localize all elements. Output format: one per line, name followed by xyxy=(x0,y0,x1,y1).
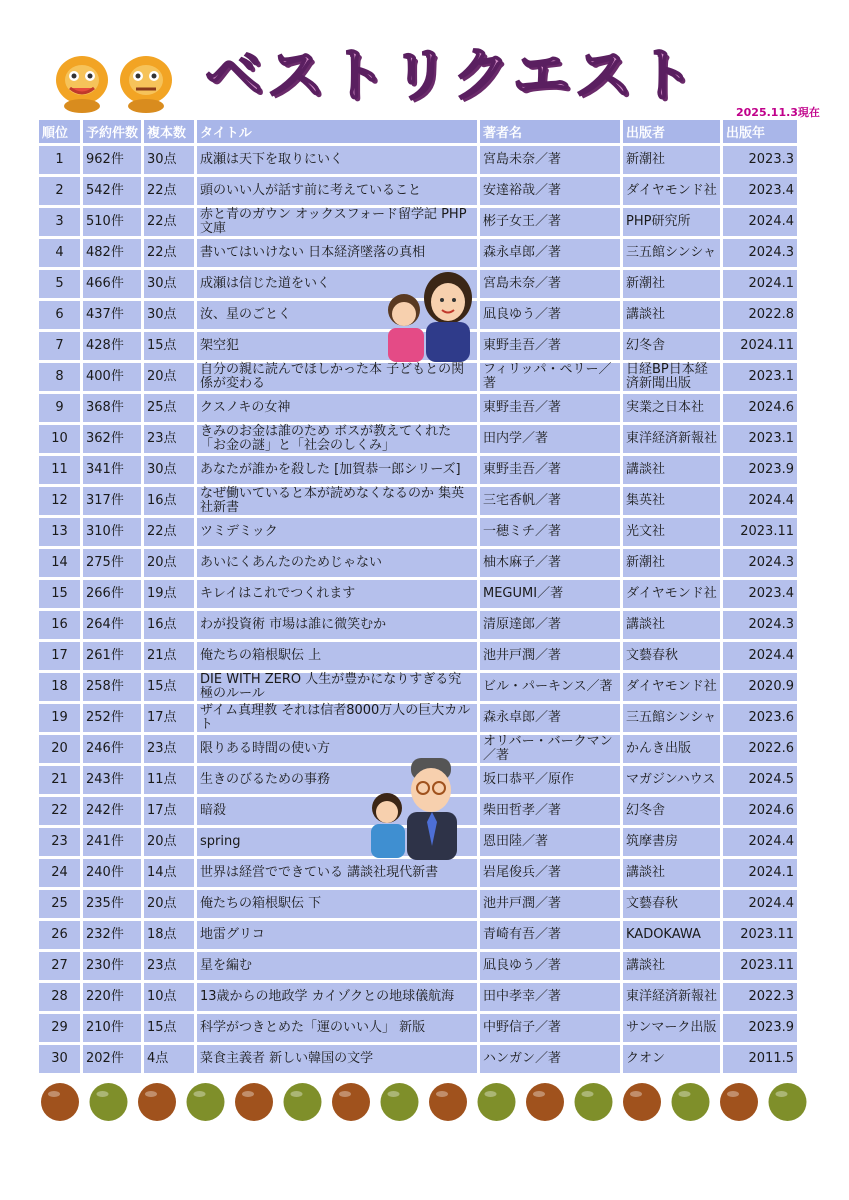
cell-rank: 16 xyxy=(39,611,80,639)
cell-year: 2023.3 xyxy=(723,146,797,174)
cell-author: 柴田哲孝／著 xyxy=(480,797,620,825)
cell-author: 宮島未奈／著 xyxy=(480,270,620,298)
cell-author: 池井戸潤／著 xyxy=(480,642,620,670)
cell-reservations: 400件 xyxy=(83,363,141,391)
cell-title: DIE WITH ZERO 人生が豊かになりすぎる究極のルール xyxy=(197,673,477,701)
cell-author: 岩尾俊兵／著 xyxy=(480,859,620,887)
cell-reservations: 210件 xyxy=(83,1014,141,1042)
chestnut-icon xyxy=(429,1083,467,1121)
cell-title: 書いてはいけない 日本経済墜落の真相 xyxy=(197,239,477,267)
chestnut-icon xyxy=(332,1083,370,1121)
table-row xyxy=(39,456,797,484)
cell-rank: 8 xyxy=(39,363,80,391)
cell-publisher: 実業之日本社 xyxy=(623,394,720,422)
cell-copies: 23点 xyxy=(144,425,194,453)
cell-year: 2011.5 xyxy=(723,1045,797,1073)
cell-title: 菜食主義者 新しい韓国の文学 xyxy=(197,1045,477,1073)
cell-rank: 17 xyxy=(39,642,80,670)
cell-publisher: 講談社 xyxy=(623,611,720,639)
cell-reservations: 317件 xyxy=(83,487,141,515)
cell-publisher: ダイヤモンド社 xyxy=(623,177,720,205)
chestnut-icon xyxy=(623,1083,661,1121)
cell-year: 2023.11 xyxy=(723,952,797,980)
cell-reservations: 243件 xyxy=(83,766,141,794)
cell-year: 2024.4 xyxy=(723,208,797,236)
cell-title: 地雷グリコ xyxy=(197,921,477,949)
cell-year: 2024.3 xyxy=(723,611,797,639)
cell-publisher: 東洋経済新報社 xyxy=(623,425,720,453)
cell-reservations: 264件 xyxy=(83,611,141,639)
cell-author: 凪良ゆう／著 xyxy=(480,952,620,980)
cell-reservations: 275件 xyxy=(83,549,141,577)
cell-title: spring xyxy=(197,828,477,856)
cell-year: 2023.4 xyxy=(723,177,797,205)
table-row xyxy=(39,642,797,670)
cell-year: 2024.1 xyxy=(723,859,797,887)
cell-reservations: 266件 xyxy=(83,580,141,608)
cell-author: 凪良ゆう／著 xyxy=(480,301,620,329)
chestnut-icon xyxy=(235,1083,273,1121)
cell-rank: 10 xyxy=(39,425,80,453)
shisa-icon xyxy=(50,44,180,114)
cell-publisher: 集英社 xyxy=(623,487,720,515)
cell-copies: 22点 xyxy=(144,239,194,267)
cell-title: ツミデミック xyxy=(197,518,477,546)
cell-year: 2023.9 xyxy=(723,456,797,484)
cell-rank: 11 xyxy=(39,456,80,484)
cell-year: 2024.4 xyxy=(723,890,797,918)
cell-author: フィリッパ・ペリー／著 xyxy=(480,363,620,391)
header-year: 出版年 xyxy=(723,120,797,143)
cell-title: なぜ働いていると本が読めなくなるのか 集英社新書 xyxy=(197,487,477,515)
cell-copies: 30点 xyxy=(144,456,194,484)
cell-reservations: 341件 xyxy=(83,456,141,484)
table-row xyxy=(39,549,797,577)
cell-publisher: ダイヤモンド社 xyxy=(623,580,720,608)
cell-year: 2024.5 xyxy=(723,766,797,794)
cell-publisher: 新潮社 xyxy=(623,270,720,298)
table-row xyxy=(39,859,797,887)
cell-title: 星を編む xyxy=(197,952,477,980)
header xyxy=(0,0,849,118)
cell-reservations: 310件 xyxy=(83,518,141,546)
cell-title: 頭のいい人が話す前に考えていること xyxy=(197,177,477,205)
cell-author: 青崎有吾／著 xyxy=(480,921,620,949)
ranking-table xyxy=(36,117,800,1076)
cell-title: 暗殺 xyxy=(197,797,477,825)
cell-rank: 1 xyxy=(39,146,80,174)
cell-rank: 20 xyxy=(39,735,80,763)
cell-publisher: 筑摩書房 xyxy=(623,828,720,856)
cell-year: 2022.8 xyxy=(723,301,797,329)
cell-author: 恩田陸／著 xyxy=(480,828,620,856)
cell-title: ザイム真理教 それは信者8000万人の巨大カルト xyxy=(197,704,477,732)
mother-and-child-icon xyxy=(380,262,480,362)
cell-publisher: 講談社 xyxy=(623,952,720,980)
chestnut-icon xyxy=(284,1083,322,1121)
cell-copies: 10点 xyxy=(144,983,194,1011)
table-row xyxy=(39,177,797,205)
cell-year: 2024.4 xyxy=(723,828,797,856)
header-author: 著者名 xyxy=(480,120,620,143)
table-row xyxy=(39,890,797,918)
cell-year: 2024.4 xyxy=(723,642,797,670)
cell-copies: 17点 xyxy=(144,704,194,732)
as-of-date: 2025.11.3現在 xyxy=(736,106,820,119)
cell-copies: 25点 xyxy=(144,394,194,422)
cell-title: 汝、星のごとく xyxy=(197,301,477,329)
cell-rank: 21 xyxy=(39,766,80,794)
cell-copies: 30点 xyxy=(144,270,194,298)
table-row xyxy=(39,394,797,422)
cell-reservations: 482件 xyxy=(83,239,141,267)
table-row xyxy=(39,487,797,515)
cell-year: 2022.6 xyxy=(723,735,797,763)
cell-title: あいにくあんたのためじゃない xyxy=(197,549,477,577)
cell-title: 赤と青のガウン オックスフォード留学記 PHP文庫 xyxy=(197,208,477,236)
cell-rank: 26 xyxy=(39,921,80,949)
cell-author: 森永卓郎／著 xyxy=(480,704,620,732)
cell-rank: 29 xyxy=(39,1014,80,1042)
cell-reservations: 510件 xyxy=(83,208,141,236)
header-publisher: 出版者 xyxy=(623,120,720,143)
cell-reservations: 235件 xyxy=(83,890,141,918)
header-copies: 複本数 xyxy=(144,120,194,143)
cell-author: 宮島未奈／著 xyxy=(480,146,620,174)
cell-year: 2024.4 xyxy=(723,487,797,515)
cell-publisher: 新潮社 xyxy=(623,146,720,174)
table-row xyxy=(39,1045,797,1073)
cell-copies: 16点 xyxy=(144,487,194,515)
cell-publisher: かんき出版 xyxy=(623,735,720,763)
chestnut-icon xyxy=(138,1083,176,1121)
cell-author: 清原達郎／著 xyxy=(480,611,620,639)
table-row xyxy=(39,921,797,949)
cell-year: 2023.11 xyxy=(723,921,797,949)
cell-title: 成瀬は信じた道をいく xyxy=(197,270,477,298)
cell-copies: 20点 xyxy=(144,549,194,577)
cell-reservations: 428件 xyxy=(83,332,141,360)
cell-publisher: 文藝春秋 xyxy=(623,642,720,670)
cell-reservations: 466件 xyxy=(83,270,141,298)
chestnut-icon xyxy=(381,1083,419,1121)
cell-author: 三宅香帆／著 xyxy=(480,487,620,515)
cell-year: 2023.4 xyxy=(723,580,797,608)
header-rank: 順位 xyxy=(39,120,80,143)
cell-reservations: 362件 xyxy=(83,425,141,453)
cell-reservations: 252件 xyxy=(83,704,141,732)
cell-copies: 14点 xyxy=(144,859,194,887)
table-row xyxy=(39,425,797,453)
cell-rank: 22 xyxy=(39,797,80,825)
cell-publisher: PHP研究所 xyxy=(623,208,720,236)
cell-author: 田中孝幸／著 xyxy=(480,983,620,1011)
cell-copies: 21点 xyxy=(144,642,194,670)
cell-title: キレイはこれでつくれます xyxy=(197,580,477,608)
cell-title: あなたが誰かを殺した [加賀恭一郎シリーズ] xyxy=(197,456,477,484)
cell-author: 彬子女王／著 xyxy=(480,208,620,236)
cell-year: 2020.9 xyxy=(723,673,797,701)
cell-rank: 18 xyxy=(39,673,80,701)
cell-year: 2024.1 xyxy=(723,270,797,298)
cell-copies: 22点 xyxy=(144,177,194,205)
cell-year: 2022.3 xyxy=(723,983,797,1011)
cell-rank: 28 xyxy=(39,983,80,1011)
cell-publisher: 幻冬舎 xyxy=(623,797,720,825)
table-header-row xyxy=(39,120,797,143)
cell-publisher: クオン xyxy=(623,1045,720,1073)
table-row xyxy=(39,952,797,980)
cell-author: 田内学／著 xyxy=(480,425,620,453)
table-row xyxy=(39,611,797,639)
cell-rank: 15 xyxy=(39,580,80,608)
cell-copies: 15点 xyxy=(144,1014,194,1042)
cell-title: 俺たちの箱根駅伝 上 xyxy=(197,642,477,670)
cell-title: 限りある時間の使い方 xyxy=(197,735,477,763)
cell-copies: 20点 xyxy=(144,890,194,918)
cell-rank: 27 xyxy=(39,952,80,980)
cell-publisher: 新潮社 xyxy=(623,549,720,577)
cell-copies: 23点 xyxy=(144,735,194,763)
chestnut-icon xyxy=(769,1083,807,1121)
cell-publisher: マガジンハウス xyxy=(623,766,720,794)
table-row xyxy=(39,518,797,546)
cell-rank: 2 xyxy=(39,177,80,205)
cell-author: ビル・パーキンス／著 xyxy=(480,673,620,701)
table-row xyxy=(39,983,797,1011)
cell-copies: 18点 xyxy=(144,921,194,949)
cell-rank: 23 xyxy=(39,828,80,856)
cell-copies: 30点 xyxy=(144,146,194,174)
cell-rank: 12 xyxy=(39,487,80,515)
table-row xyxy=(39,580,797,608)
cell-reservations: 240件 xyxy=(83,859,141,887)
cell-publisher: ダイヤモンド社 xyxy=(623,673,720,701)
cell-year: 2024.6 xyxy=(723,394,797,422)
cell-rank: 9 xyxy=(39,394,80,422)
cell-copies: 19点 xyxy=(144,580,194,608)
cell-reservations: 261件 xyxy=(83,642,141,670)
cell-copies: 22点 xyxy=(144,518,194,546)
cell-copies: 22点 xyxy=(144,208,194,236)
table-row xyxy=(39,1014,797,1042)
cell-copies: 11点 xyxy=(144,766,194,794)
cell-copies: 23点 xyxy=(144,952,194,980)
cell-reservations: 220件 xyxy=(83,983,141,1011)
cell-publisher: 講談社 xyxy=(623,859,720,887)
cell-year: 2023.11 xyxy=(723,518,797,546)
cell-publisher: 三五館シンシャ xyxy=(623,704,720,732)
cell-year: 2023.6 xyxy=(723,704,797,732)
cell-rank: 6 xyxy=(39,301,80,329)
cell-author: MEGUMI／著 xyxy=(480,580,620,608)
cell-year: 2024.6 xyxy=(723,797,797,825)
cell-rank: 14 xyxy=(39,549,80,577)
cell-publisher: 三五館シンシャ xyxy=(623,239,720,267)
chestnut-icon xyxy=(526,1083,564,1121)
cell-author: 東野圭吾／著 xyxy=(480,394,620,422)
cell-author: 一穂ミチ／著 xyxy=(480,518,620,546)
cell-author: オリバー・バークマン／著 xyxy=(480,735,620,763)
cell-publisher: 講談社 xyxy=(623,301,720,329)
cell-rank: 5 xyxy=(39,270,80,298)
cell-title: きみのお金は誰のため ボスが教えてくれた「お金の謎」と「社会のしくみ」 xyxy=(197,425,477,453)
cell-author: ハンガン／著 xyxy=(480,1045,620,1073)
cell-title: 成瀬は天下を取りにいく xyxy=(197,146,477,174)
page-title: ベストリクエスト xyxy=(205,41,699,109)
cell-reservations: 246件 xyxy=(83,735,141,763)
table-row xyxy=(39,704,797,732)
cell-author: 中野信子／著 xyxy=(480,1014,620,1042)
cell-title: 13歳からの地政学 カイゾクとの地球儀航海 xyxy=(197,983,477,1011)
table-row xyxy=(39,208,797,236)
chestnut-icon xyxy=(41,1083,79,1121)
cell-reservations: 542件 xyxy=(83,177,141,205)
chestnut-icon xyxy=(90,1083,128,1121)
cell-year: 2024.11 xyxy=(723,332,797,360)
cell-publisher: 光文社 xyxy=(623,518,720,546)
cell-copies: 30点 xyxy=(144,301,194,329)
cell-title: 世界は経営でできている 講談社現代新書 xyxy=(197,859,477,887)
cell-copies: 15点 xyxy=(144,673,194,701)
cell-publisher: 日経BP日本経済新聞出版 xyxy=(623,363,720,391)
cell-year: 2023.1 xyxy=(723,363,797,391)
cell-copies: 17点 xyxy=(144,797,194,825)
cell-author: 池井戸潤／著 xyxy=(480,890,620,918)
cell-author: 東野圭吾／著 xyxy=(480,332,620,360)
cell-title: 俺たちの箱根駅伝 下 xyxy=(197,890,477,918)
chestnut-icon xyxy=(187,1083,225,1121)
cell-reservations: 437件 xyxy=(83,301,141,329)
cell-reservations: 202件 xyxy=(83,1045,141,1073)
cell-rank: 4 xyxy=(39,239,80,267)
cell-copies: 20点 xyxy=(144,828,194,856)
chestnut-icon xyxy=(478,1083,516,1121)
cell-title: 自分の親に読んでほしかった本 子どもとの関係が変わる xyxy=(197,363,477,391)
cell-publisher: 東洋経済新報社 xyxy=(623,983,720,1011)
cell-title: 架空犯 xyxy=(197,332,477,360)
cell-rank: 19 xyxy=(39,704,80,732)
cell-author: 森永卓郎／著 xyxy=(480,239,620,267)
cell-reservations: 258件 xyxy=(83,673,141,701)
cell-reservations: 241件 xyxy=(83,828,141,856)
cell-copies: 15点 xyxy=(144,332,194,360)
cell-reservations: 962件 xyxy=(83,146,141,174)
header-reservations: 予約件数 xyxy=(83,120,141,143)
cell-year: 2023.1 xyxy=(723,425,797,453)
cell-copies: 20点 xyxy=(144,363,194,391)
cell-author: 東野圭吾／著 xyxy=(480,456,620,484)
cell-publisher: 講談社 xyxy=(623,456,720,484)
cell-year: 2024.3 xyxy=(723,239,797,267)
cell-year: 2023.9 xyxy=(723,1014,797,1042)
cell-title: 科学がつきとめた「運のいい人」 新版 xyxy=(197,1014,477,1042)
cell-title: 生きのびるための事務 xyxy=(197,766,477,794)
cell-reservations: 232件 xyxy=(83,921,141,949)
cell-reservations: 230件 xyxy=(83,952,141,980)
cell-rank: 13 xyxy=(39,518,80,546)
cell-author: 坂口恭平／原作 xyxy=(480,766,620,794)
father-and-child-icon xyxy=(363,748,469,860)
cell-rank: 25 xyxy=(39,890,80,918)
cell-author: 柚木麻子／著 xyxy=(480,549,620,577)
chestnut-border xyxy=(36,1080,816,1124)
cell-rank: 30 xyxy=(39,1045,80,1073)
cell-author: 安達裕哉／著 xyxy=(480,177,620,205)
cell-publisher: 文藝春秋 xyxy=(623,890,720,918)
cell-copies: 16点 xyxy=(144,611,194,639)
chestnut-icon xyxy=(672,1083,710,1121)
chestnut-icon xyxy=(720,1083,758,1121)
cell-publisher: サンマーク出版 xyxy=(623,1014,720,1042)
table-row xyxy=(39,673,797,701)
table-row xyxy=(39,363,797,391)
cell-copies: 4点 xyxy=(144,1045,194,1073)
cell-title: クスノキの女神 xyxy=(197,394,477,422)
cell-year: 2024.3 xyxy=(723,549,797,577)
cell-publisher: 幻冬舎 xyxy=(623,332,720,360)
cell-reservations: 242件 xyxy=(83,797,141,825)
cell-publisher: KADOKAWA xyxy=(623,921,720,949)
cell-rank: 3 xyxy=(39,208,80,236)
chestnut-icon xyxy=(575,1083,613,1121)
header-title: タイトル xyxy=(197,120,477,143)
cell-reservations: 368件 xyxy=(83,394,141,422)
cell-rank: 7 xyxy=(39,332,80,360)
cell-rank: 24 xyxy=(39,859,80,887)
cell-title: わが投資術 市場は誰に微笑むか xyxy=(197,611,477,639)
table-row xyxy=(39,146,797,174)
